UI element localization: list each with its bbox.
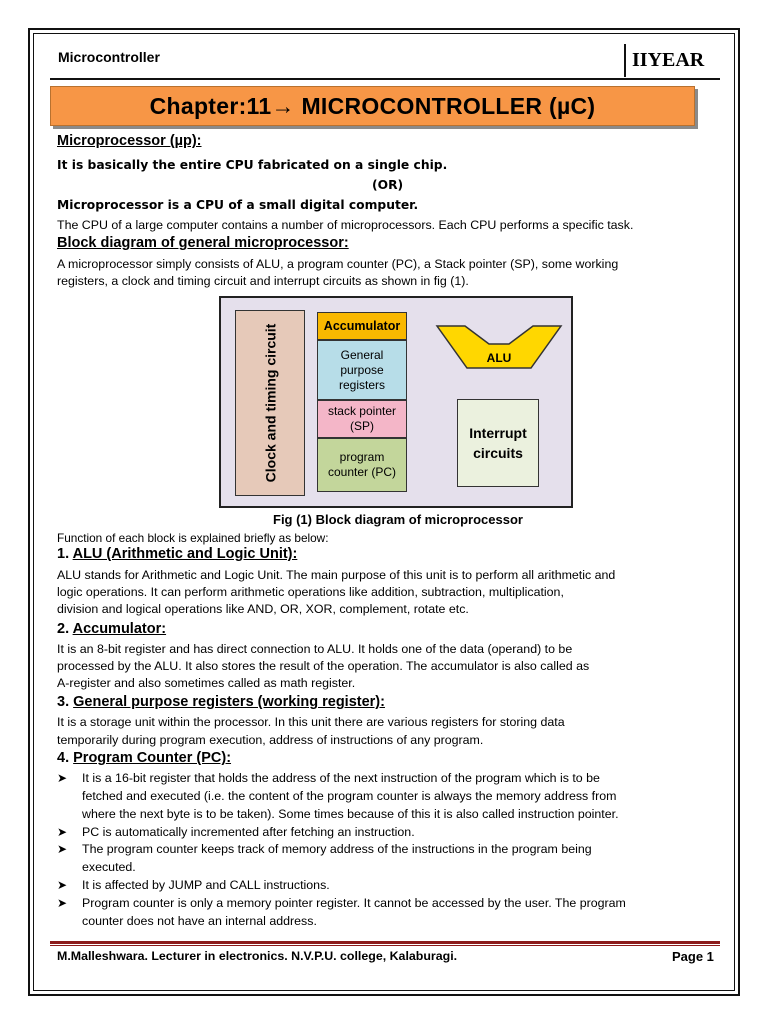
block-diagram-heading: Block diagram of general microprocessor: [57,235,349,251]
intro-line-3: The CPU of a large computer contains a number of microprocessors. Each CPU performs a specific task. [57,218,634,232]
figure-caption: Fig (1) Block diagram of microprocessor [273,512,523,527]
acc-line: A-register and also sometimes called as math register. [57,676,356,690]
footer-rule [50,941,720,944]
gpr-line: temporarily during program execution, address of instructions of any program. [57,733,484,747]
program-counter-block: program counter (PC) [317,438,407,492]
alu-line: division and logical operations like AND, OR, XOR, complement, rotate etc. [57,602,469,616]
arrow-bullet-icon: ➤ [57,771,68,785]
stack-pointer-block: stack pointer (SP) [317,400,407,438]
header-year: IIYEAR [632,49,705,71]
accumulator-block: Accumulator [317,312,407,340]
alu-line: logic operations. It can perform arithmetic operations like addition, subtraction, multiplication, [57,585,564,599]
gpr-heading: 3. General purpose registers (working register): [57,694,385,710]
intro-line-2: Microprocessor is a CPU of a small digital computer. [57,198,419,212]
arrow-bullet-icon: ➤ [57,842,68,856]
arrow-bullet-icon: ➤ [57,878,68,892]
header-rule [50,78,720,80]
clock-timing-block: Clock and timing circuit [235,310,305,496]
alu-heading: 1. ALU (Arithmetic and Logic Unit): [57,546,298,562]
block-para-1: A microprocessor simply consists of ALU, a program counter (PC), a Stack pointer (SP), some working [57,257,619,271]
alu-label: ALU [486,351,512,365]
header-subject: Microcontroller [58,49,160,65]
acc-line: processed by the ALU. It also stores the result of the operation. The accumulator is also called as [57,659,590,673]
header-divider [624,44,626,77]
pc-heading: 4. Program Counter (PC): [57,750,232,766]
function-intro: Function of each block is explained briefly as below: [57,531,329,545]
gpr-block: General purpose registers [317,340,407,400]
gpr-line: It is a storage unit within the processor. In this unit there are various registers for storing data [57,715,565,729]
page-number: Page 1 [672,949,714,964]
intro-or: (OR) [372,178,404,192]
block-para-2: registers, a clock and timing circuit and interrupt circuits as shown in fig (1). [57,274,469,288]
arrow-bullet-icon: ➤ [57,896,68,910]
block-diagram [219,296,573,508]
arrow-bullet-icon: ➤ [57,825,68,839]
alu-line: ALU stands for Arithmetic and Logic Unit. The main purpose of this unit is to perform all arithmetic and [57,568,616,582]
acc-line: It is an 8-bit register and has direct connection to ALU. It holds one of the data (operand) to be [57,642,573,656]
footer-rule-thin [50,945,720,946]
footer-author: M.Malleshwara. Lecturer in electronics. N.V.P.U. college, Kalaburagi. [57,949,458,963]
chapter-title-banner [50,86,695,126]
chapter-title: Chapter:11→ MICROCONTROLLER (µC) [149,92,596,119]
interrupt-block: Interrupt circuits [457,399,539,487]
microprocessor-heading: Microprocessor (µp): [57,133,202,149]
alu-block [435,324,563,370]
accumulator-heading: 2. Accumulator: [57,621,167,637]
intro-line-1: It is basically the entire CPU fabricated on a single chip. [57,158,448,172]
